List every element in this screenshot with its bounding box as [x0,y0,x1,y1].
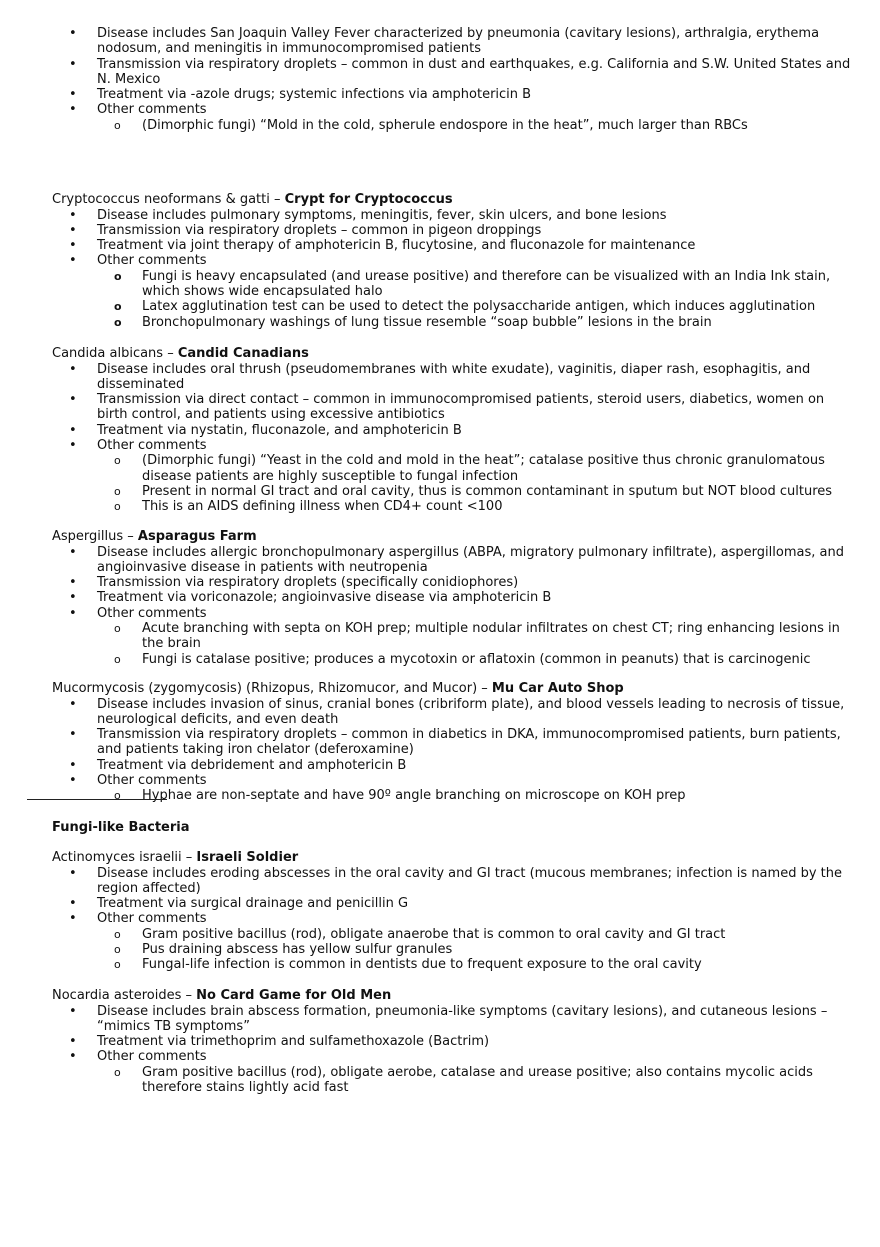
bullet-list [52,362,852,454]
list-item [52,606,852,621]
sub-item-text: Bronchopulmonary washings of lung tissue resemble “soap bubble” lesions in the brain [142,314,712,330]
list-item [52,223,852,238]
item-text: Treatment via debridement and amphotericin B [97,757,407,773]
bullet-icon: • [69,207,77,223]
item-text: Transmission via respiratory droplets (specifically conidiophores) [97,575,519,591]
list-item [52,727,852,758]
list-item [52,423,852,438]
sub-list-item [97,269,852,300]
sub-list-item [97,299,852,314]
bullet-list [52,26,852,118]
section-aspergillus [52,529,852,667]
sub-list-item [97,957,852,972]
organism-name: Mucormycosis (zygomycosis) (Rhizopus, Rhizomucor, and Mucor) [52,681,478,696]
item-text: Treatment via joint therapy of amphotericin B, flucytosine, and fluconazole for maintenance [97,238,696,254]
organism-name: Cryptococcus neoformans & gatti [52,192,270,207]
mnemonic: Israeli Soldier [196,850,299,865]
sub-bullet-list [52,118,852,133]
sub-item-text: Fungi is catalase positive; produces a mycotoxin or aflatoxin (common in peanuts) that is carcinogenic [142,651,811,667]
item-text: Other comments [97,911,207,927]
sub-bullet-icon: o [114,621,121,635]
list-item [52,866,852,897]
organism-heading [52,192,852,208]
item-text: Treatment via voriconazole; angioinvasive disease via amphotericin B [97,590,552,606]
list-item [52,208,852,223]
bullet-icon: • [69,1049,77,1065]
sub-item-text: (Dimorphic fungi) “Yeast in the cold and mold in the heat”; catalase positive thus chronic granulomatous disease patients are highly susceptible to fungal infection [142,453,825,484]
mnemonic: Crypt for Cryptococcus [284,192,453,207]
list-item [52,438,852,453]
bullet-icon: • [69,253,77,269]
list-item [52,545,852,576]
bullet-icon: • [69,87,77,103]
list-item [52,773,852,788]
item-text: Transmission via respiratory droplets – common in diabetics in DKA, immunocompromised patients, burn patients, and patients taking iron chelator (deferoxamine) [97,727,841,758]
organism-name: Nocardia asteroides [52,988,182,1003]
sub-item-text: Gram positive bacillus (rod), obligate anaerobe that is common to oral cavity and GI tract [142,926,726,942]
mnemonic: No Card Game for Old Men [196,988,392,1003]
bullet-icon: • [69,26,77,41]
mnemonic: Asparagus Farm [137,529,257,544]
item-text: Disease includes allergic bronchopulmonary aspergillus (ABPA, migratory pulmonary infiltrate), aspergillomas, and angioinvasive disease in patients with neutropenia [97,544,844,575]
item-text: Other comments [97,102,207,118]
bullet-list [52,208,852,269]
organism-name: Aspergillus [52,529,124,544]
bullet-icon: • [69,392,77,408]
sub-bullet-list [52,1065,852,1096]
list-item [52,57,852,88]
item-text: Disease includes pulmonary symptoms, meningitis, fever, skin ulcers, and bone lesions [97,207,667,223]
bullet-icon: • [69,56,77,72]
list-item [52,575,852,590]
sub-list-item [97,652,852,667]
organism-name: Actinomyces israelii [52,850,182,865]
sub-bullet-icon: o [114,789,121,803]
item-text: Disease includes brain abscess formation, pneumonia-like symptoms (cavitary lesions), and cutaneous lesions – “mimics TB symptoms” [97,1003,828,1034]
bullet-list [52,697,852,789]
sub-bullet-icon: o [114,942,121,956]
heading-separator: – [181,988,197,1003]
item-text: Transmission via respiratory droplets – common in dust and earthquakes, e.g. California and S.W. United States and N. Mexico [97,56,851,87]
bullet-icon: • [69,437,77,453]
bullet-icon: • [69,590,77,606]
item-text: Transmission via direct contact – common in immunocompromised patients, steroid users, diabetics, women on birth control, and patients using excessive antibiotics [97,392,825,423]
list-item [52,590,852,605]
bullet-icon: • [69,1034,77,1050]
sub-bullet-icon: o [114,454,121,468]
list-item [52,362,852,393]
list-item [52,758,852,773]
sub-list-item [97,1065,852,1096]
bullet-icon: • [69,1003,77,1019]
list-item [52,392,852,423]
sub-item-text: This is an AIDS defining illness when CD4+ count <100 [142,499,503,515]
sub-list-item [97,942,852,957]
item-text: Treatment via trimethoprim and sulfamethoxazole (Bactrim) [97,1034,490,1050]
item-text: Disease includes invasion of sinus, cranial bones (cribriform plate), and blood vessels leading to necrosis of tissue, neurological deficits, and even death [97,696,845,727]
bullet-icon: • [69,544,77,560]
sub-item-text: (Dimorphic fungi) “Mold in the cold, spherule endospore in the heat”, much larger than RBCs [142,117,748,133]
sub-list-item [97,315,852,330]
organism-heading [52,850,852,866]
bullet-icon: • [69,727,77,743]
sub-bullet-icon: o [114,300,122,314]
bullet-icon: • [69,422,77,438]
bullet-icon: • [69,361,77,377]
list-item [52,253,852,268]
organism-heading [52,681,852,697]
sub-list-item [97,453,852,484]
item-text: Disease includes eroding abscesses in the oral cavity and GI tract (mucous membranes; infection is named by the region affected) [97,865,842,896]
heading-separator: – [163,346,178,361]
sub-list-item [97,621,852,652]
item-text: Disease includes San Joaquin Valley Fever characterized by pneumonia (cavitary lesions), arthralgia, erythema nodosum, and meningitis in immunocompromised patients [97,26,820,57]
sub-bullet-icon: o [114,958,121,972]
sub-item-text: Present in normal GI tract and oral cavity, thus is common contaminant in sputum but NOT blood cultures [142,483,833,499]
sub-item-text: Pus draining abscess has yellow sulfur granules [142,941,453,957]
item-text: Other comments [97,605,207,621]
bullet-list [52,1004,852,1065]
item-text: Treatment via surgical drainage and penicillin G [97,896,409,912]
list-item [52,911,852,926]
list-item [52,1049,852,1064]
item-text: Other comments [97,437,207,453]
section-mucormycosis [52,681,852,804]
list-item [52,1004,852,1035]
item-text: Treatment via nystatin, fluconazole, and amphotericin B [97,422,462,438]
bullet-icon: • [69,757,77,773]
bullet-icon: • [69,911,77,927]
sub-bullet-list [52,453,852,514]
list-item [52,238,852,253]
sub-item-text: Latex agglutination test can be used to detect the polysaccharide antigen, which induces agglutination [142,299,816,315]
sub-list-item [97,499,852,514]
list-item [52,26,852,57]
list-item [52,1034,852,1049]
bullet-icon: • [69,605,77,621]
mnemonic: Mu Car Auto Shop [491,681,624,696]
sub-bullet-icon: o [114,1065,121,1079]
organism-heading [52,988,852,1004]
heading-separator: – [269,192,285,207]
bullet-list [52,866,852,927]
list-item [52,87,852,102]
bullet-icon: • [69,896,77,912]
bullet-icon: • [69,696,77,712]
bullet-icon: • [69,238,77,254]
sub-bullet-icon: o [114,652,121,666]
sub-list-item [97,927,852,942]
list-item [52,697,852,728]
item-text: Other comments [97,772,207,788]
heading-separator: – [123,529,138,544]
organism-heading [52,529,852,545]
item-text: Other comments [97,1049,207,1065]
section-coccidioides [52,26,852,133]
heading-separator: – [477,681,492,696]
sub-list-item [97,484,852,499]
sub-item-text: Hyphae are non-septate and have 90º angle branching on microscope on KOH prep [142,788,686,804]
sub-item-text: Gram positive bacillus (rod), obligate aerobe, catalase and urease positive; also contains mycolic acids therefore stains lightly acid fast [142,1064,813,1095]
bullet-icon: • [69,865,77,881]
sub-bullet-icon: o [114,927,121,941]
item-text: Other comments [97,253,207,269]
section-candida [52,346,852,514]
sub-bullet-icon: o [114,269,122,283]
list-item [52,896,852,911]
sub-bullet-icon: o [114,315,122,329]
bullet-list [52,545,852,621]
sub-bullet-list [52,621,852,667]
item-text: Treatment via -azole drugs; systemic infections via amphotericin B [97,87,532,103]
sub-bullet-icon: o [114,500,121,514]
section-cryptococcus [52,192,852,330]
sub-item-text: Acute branching with septa on KOH prep; multiple nodular infiltrates on chest CT; ring enhancing lesions in the brain [142,620,840,652]
sub-bullet-icon: o [114,484,121,498]
footnote-separator-line [27,799,167,800]
sub-item-text: Fungal-life infection is common in dentists due to frequent exposure to the oral cavity [142,957,702,973]
sub-item-text: Fungi is heavy encapsulated (and urease positive) and therefore can be visualized with an India Ink stain, which shows wide encapsulated halo [142,268,831,299]
sub-bullet-list [52,927,852,973]
bullet-icon: • [69,575,77,591]
sub-bullet-icon: o [114,118,121,132]
organism-name: Candida albicans [52,346,164,361]
list-item [52,102,852,117]
sub-bullet-list [52,269,852,330]
item-text: Disease includes oral thrush (pseudomembranes with white exudate), vaginitis, diaper rash, esophagitis, and disseminated [97,361,811,392]
organism-heading [52,346,852,362]
sub-list-item [97,118,852,133]
mnemonic: Candid Canadians [177,346,309,361]
section-nocardia [52,988,852,1095]
sub-list-item [97,788,852,803]
section-actinomyces [52,850,852,973]
section-title: Fungi-like Bacteria [52,820,190,835]
bullet-icon: • [69,222,77,238]
heading-separator: – [181,850,197,865]
bullet-icon: • [69,102,77,118]
sub-bullet-list [52,788,852,803]
item-text: Transmission via respiratory droplets – common in pigeon droppings [97,222,542,238]
bullet-icon: • [69,772,77,788]
